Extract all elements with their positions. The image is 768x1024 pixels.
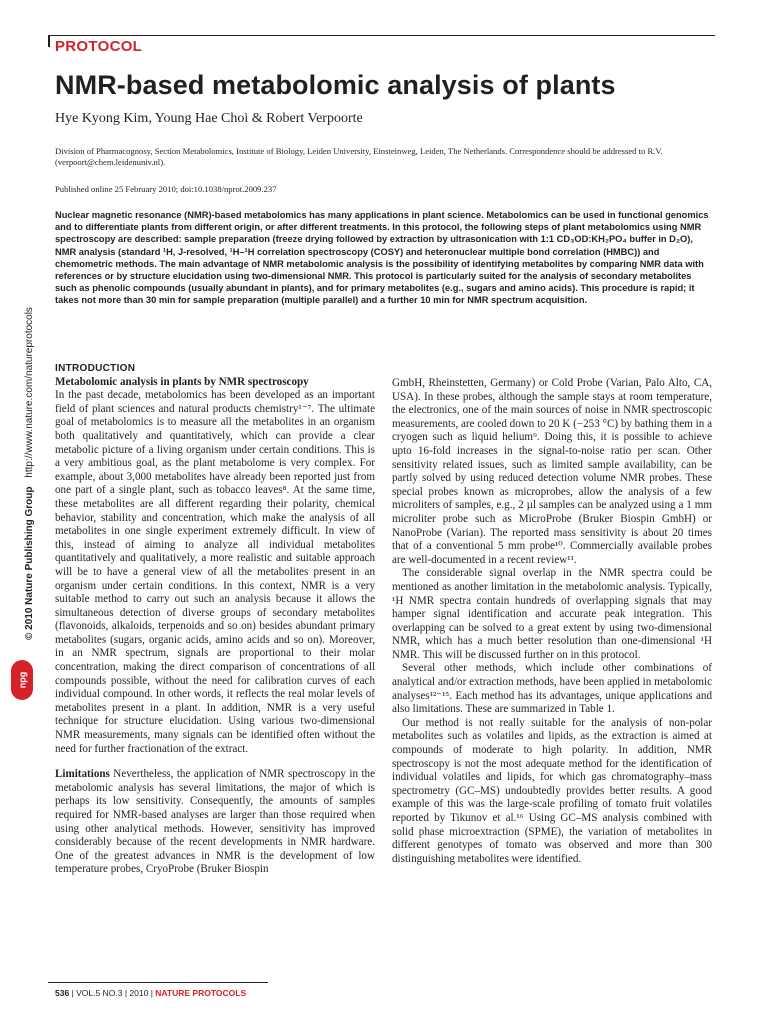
footer-sep: |	[150, 988, 156, 998]
affiliation: Division of Pharmacognosy, Section Metabolomics, Institute of Biology, Leiden University, Einsteinweg, Leiden, The Netherlands. Correspondence should be addressed to R.V. (verpoort@chem.leidenuniv.nl).	[55, 146, 663, 167]
left-column	[55, 362, 375, 877]
sidebar-copyright	[24, 307, 35, 640]
journal-url[interactable]: http://www.nature.com/natureprotocols	[24, 307, 35, 478]
introduction-heading: INTRODUCTION	[55, 363, 136, 374]
article-title: NMR-based metabolomic analysis of plants	[55, 70, 616, 100]
footer-sep: |	[71, 988, 77, 998]
author-list: Hye Kyong Kim, Young Hae Choi & Robert Verpoorte	[55, 111, 363, 126]
limitations-paragraph	[55, 768, 375, 877]
top-rule-tick	[48, 35, 50, 47]
abstract: Nuclear magnetic resonance (NMR)-based metabolomics has many applications in plant science. Metabolomics can be used in functional genomics and to differentiate plants from different origin, or after different treatments. In this protocol, the following steps of plant metabolomics using NMR spectroscopy are described: sample preparation (freeze drying followed by extraction by ultrasonication with 1:1 CD₃OD:KH₂PO₄ buffer in D₂O), NMR analysis (standard ¹H, J-resolved, ¹H–¹H correlation spectroscopy (COSY) and heteronuclear multiple bond correlation (HMBC)) and chemometric methods. The main advantage of NMR metabolomic analysis is the possibility of identifying metabolites by comparing NMR data with references or by structure elucidation using two-dimensional NMR. This protocol is particularly suited for the analysis of secondary metabolites such as phenolic compounds (usually abundant in plants), and for primary metabolites (e.g., sugars and amino acids). This procedure is rapid; it takes not more than 30 min for sample preparation (multiple parallel) and a further 10 min for NMR spectrum acquisition.	[55, 210, 709, 306]
suitability-paragraph: Our method is not really suitable for the analysis of non-polar metabolites such as volatiles and lipids, as the extraction is aimed at compounds of moderate to high polarity. In addition, NMR spectroscopy is not the most adequate method for the identification of individual volatiles and lipids, for which gas chromatography–mass spectrometry (GC–MS) undoubtedly provides better results. A good example of this was the large-scale profiling of tomato fruit volatiles reported by Tikunov et al.¹⁶ Using GC–MS analysis combined with solid phase microextraction (SPME), the variation of metabolites in different genotypes of tomato was observed and more than 300 distinguishing metabolites were identified.	[392, 716, 712, 865]
top-rule	[48, 35, 715, 36]
npg-logo-icon	[11, 660, 33, 700]
methods-paragraph: Several other methods, which include other combinations of analytical and/or extraction methods, have been applied in metabolomic analyses¹²⁻¹⁵. Each method has its advantages, unique applications and also limitations. These are summarized in Table 1.	[392, 662, 712, 716]
npg-logo-text: npg	[17, 671, 27, 689]
page-number: 536	[55, 988, 70, 998]
section-label: PROTOCOL	[55, 38, 143, 55]
copyright-text: © 2010 Nature Publishing Group	[24, 486, 35, 640]
limitations-heading: Limitations	[55, 768, 110, 781]
footer-year: 2010	[129, 988, 149, 998]
intro-paragraph: In the past decade, metabolomics has been developed as an important field of plant sciences and natural products chemistry¹⁻⁷. The ultimate goal of metabolomics is to measure all the metabolites in an organism both qualitatively and quantitatively, which can provide a clear metabolic picture of a living organism under certain conditions. This is a very ambitious goal, as the plant metabolome is very complex. For example, about 3,000 metabolites have already been reported just from one part of a single plant, such as tobacco leaves⁸. At the same time, these metabolites are all different regarding their polarity, chemical behavior, stability and concentration, which make the analysis of all metabolites in one single experiment extremely difficult. In view of this, instead of aiming to analyze all individual metabolites quantitatively and qualitatively, a more realistic and suitable approach will be to have a general view of all the metabolites present in an organism under certain conditions. In this context, NMR is a very suitable method to carry out such an analysis because it allows the simultaneous detection of diverse groups of secondary metabolites (flavonoids, alkaloids, terpenoids and so on) besides abundant primary metabolites (sugars, organic acids, amino acids and so on). Moreover, in an NMR spectrum, signals are proportional to their molar concentration, making the direct comparison of concentrations of all compounds possible, without the need for calibration curves of each individual compound. In other words, it reflects the real molar levels of metabolites present in a plant. In addition, NMR is a very useful technique for structure elucidation. Using various two-dimensional NMR measurements, many signals can be identified often without the need for further fractionation of the extract.	[55, 389, 375, 755]
overlap-paragraph: The considerable signal overlap in the NMR spectra could be mentioned as another limitation in the metabolomic analysis. Typically, ¹H NMR spectra contain hundreds of overlapping signals that may hamper signal identification and accurate peak integration. This overlapping can be solved to a great extent by using two-dimensional NMR, which has a much better resolution than one-dimensional ¹H NMR. This will be discussed further on in this protocol.	[392, 567, 712, 661]
journal-name: NATURE PROTOCOLS	[155, 988, 247, 998]
right-column	[392, 377, 712, 866]
subsection-heading: Metabolomic analysis in plants by NMR spectroscopy	[55, 375, 309, 388]
footer-sep: |	[124, 988, 130, 998]
probe-paragraph: GmbH, Rheinstetten, Germany) or Cold Probe (Varian, Palo Alto, CA, USA). In these probes, although the sample stays at room temperature, the electronics, one of the main sources of noise in NMR spectroscopic measurements, are cooled down to 20 K (−253 °C) by bathing them in a cryogen such as liquid helium⁹. Doing this, it is possible to achieve upto 16-fold increases in the signal-to-noise ratio per scan. Other sensitivity related issues, such as limited sample availability, can be partly solved by using reduced detection volume NMR probes. These special probes known as microprobes, allow the analysis of a few microliters of samples, e.g., 2 µl samples can be analyzed using a 1 mm microliter probe such as MicroProbe (Bruker Biospin GmbH) or NanoProbe (Varian). The reported mass sensitivity is about 20 times that of a conventional 5 mm probe¹⁰. Commercially available probes are well-documented in a recent review¹¹.	[392, 377, 713, 566]
volume-info: VOL.5 NO.3	[76, 988, 123, 998]
page-footer	[55, 988, 246, 998]
publication-info: Published online 25 February 2010; doi:10.1038/nprot.2009.237	[55, 184, 277, 194]
footer-rule	[48, 982, 268, 983]
limitations-text: Nevertheless, the application of NMR spectroscopy in the metabolomic analysis has several limitations, the major of which is perhaps its low sensitivity. Consequently, the amounts of samples required for NMR-based analyses are larger than those required when using other analytical methods. However, sensitivity has improved considerably because of the recent developments in NMR hardware. One of the greatest advances in NMR is the development of low temperature probes, CryoProbe (Bruker Biospin	[55, 768, 375, 876]
